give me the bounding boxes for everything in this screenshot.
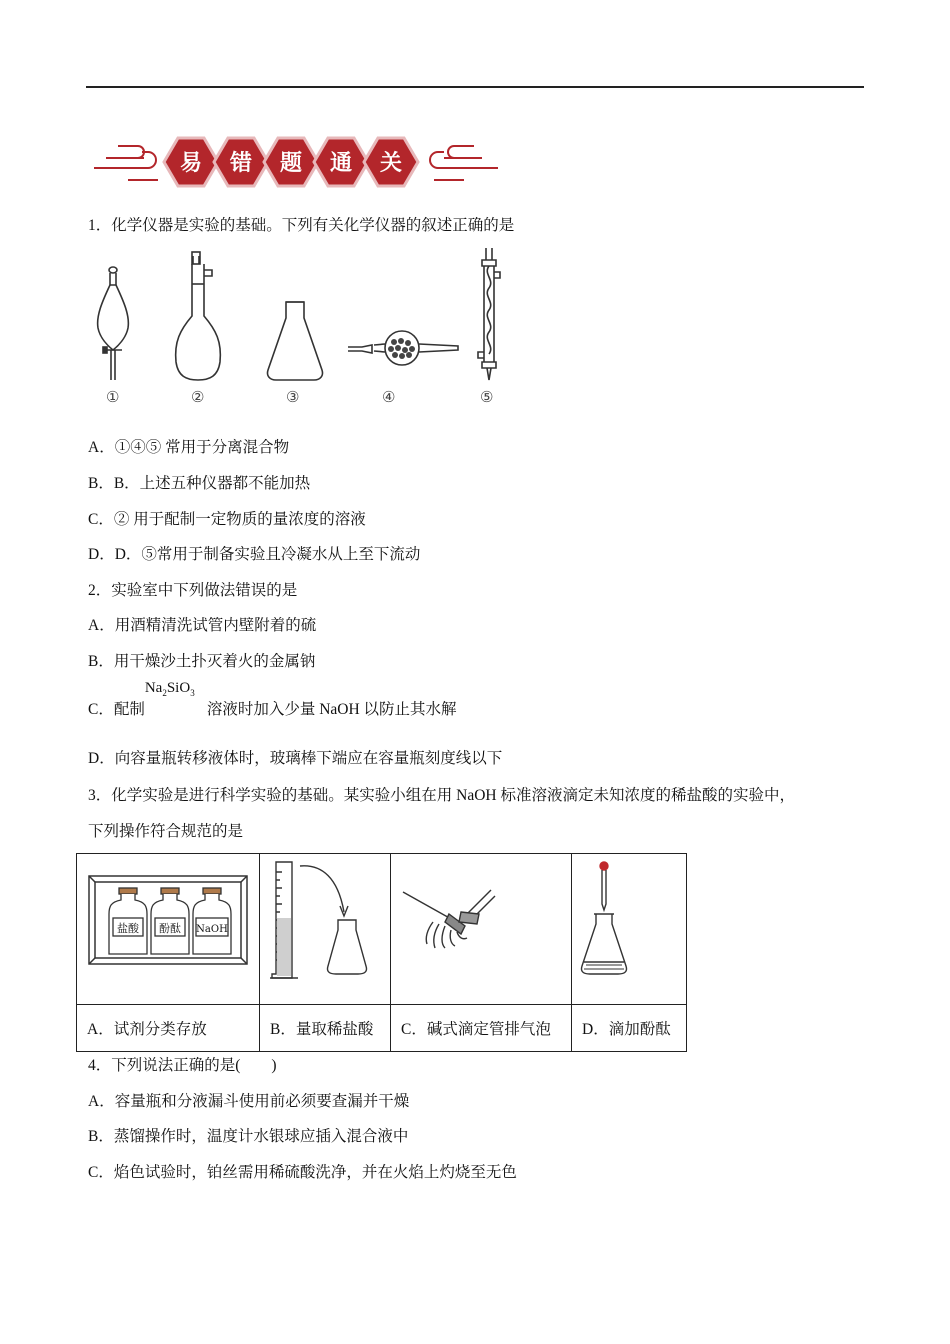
q2-option-c (88, 680, 457, 720)
q1-label-4: ④ (382, 390, 396, 406)
condenser-icon (478, 248, 500, 380)
separatory-funnel-icon (98, 267, 129, 380)
q1-label-3: ③ (286, 390, 300, 406)
q3-stem-line1: 3．化学实验是进行科学实验的基础。某实验小组在用 NaOH 标准溶液滴定未知浓度的稀盐酸的实验中， (88, 787, 795, 804)
sodium-silicate-formula (144, 680, 207, 720)
q3-cell-a-figure (77, 854, 260, 1005)
banner-error-prone-questions (88, 128, 504, 194)
banner-char-3: 题 (279, 151, 303, 176)
q1-label-2: ② (191, 390, 205, 406)
q3-caption-d: D．滴加酚酞 (572, 1005, 687, 1052)
q3-caption-b: B．量取稀盐酸 (260, 1005, 391, 1052)
q2-option-c-suffix: 溶液时加入少量 NaOH 以防止其水解 (206, 701, 457, 718)
reagent-shelf-icon (77, 854, 259, 1004)
q3-cell-d-figure (572, 854, 687, 1005)
q2-option-d: D．向容量瓶转移液体时，玻璃棒下端应在容量瓶刻度线以下 (88, 750, 503, 767)
q1-label-5: ⑤ (480, 390, 494, 406)
banner-char-1: 易 (179, 151, 203, 176)
q3-stem-line2: 下列操作符合规范的是 (88, 823, 244, 840)
q4-stem: 4．下列说法正确的是( ) (88, 1057, 277, 1074)
banner-char-4: 通 (329, 151, 353, 176)
measuring-cylinder-icon (260, 854, 390, 1004)
q3-operations-table (76, 853, 687, 1052)
volumetric-flask-icon (176, 252, 221, 380)
base-burette-bubble-icon (391, 854, 571, 1004)
q1-option-a: A．①④⑤ 常用于分离混合物 (88, 439, 290, 456)
q3-caption-c: C．碱式滴定管排气泡 (391, 1005, 572, 1052)
q1-option-d: D．D．⑤常用于制备实验且冷凝水从上至下流动 (88, 546, 421, 563)
banner-char-2: 错 (229, 151, 253, 176)
formula-na: Na (144, 680, 163, 696)
q4-option-b: B．蒸馏操作时，温度计水银球应插入混合液中 (88, 1128, 409, 1145)
q1-stem: 1．化学仪器是实验的基础。下列有关化学仪器的叙述正确的是 (88, 217, 515, 234)
q4-option-c: C．焰色试验时，铂丝需用稀硫酸洗净，并在火焰上灼烧至无色 (88, 1164, 517, 1181)
q2-option-a: A．用酒精清洗试管内壁附着的硫 (88, 617, 317, 634)
q2-option-b: B．用干燥沙土扑灭着火的金属钠 (88, 653, 316, 670)
q1-option-c: C．② 用于配制一定物质的量浓度的溶液 (88, 511, 366, 528)
bottle-label-hcl: 盐酸 (117, 922, 139, 935)
bottle-label-naoh: NaOH (196, 924, 228, 935)
q3-cell-b-figure (260, 854, 391, 1005)
banner-char-5: 关 (379, 151, 403, 176)
conical-flask-icon (267, 302, 322, 380)
bottle-label-phenolphthalein: 酚酞 (159, 922, 181, 935)
q2-option-c-prefix: C．配制 (88, 701, 145, 718)
q4-option-a: A．容量瓶和分液漏斗使用前必须要查漏并干燥 (88, 1093, 410, 1110)
formula-sub-3: 3 (190, 688, 195, 698)
q1-apparatus-figure (86, 244, 506, 412)
q2-stem: 2．实验室中下列做法错误的是 (88, 582, 298, 599)
header-rule (86, 86, 864, 88)
q1-option-b: B．B．上述五种仪器都不能加热 (88, 475, 311, 492)
q1-label-1: ① (106, 390, 120, 406)
dropper-flask-icon (572, 854, 686, 1004)
formula-sub-2: 2 (162, 688, 167, 698)
q3-caption-a: A．试剂分类存放 (77, 1005, 260, 1052)
q3-cell-c-figure (391, 854, 572, 1005)
formula-sio: SiO (166, 680, 191, 696)
